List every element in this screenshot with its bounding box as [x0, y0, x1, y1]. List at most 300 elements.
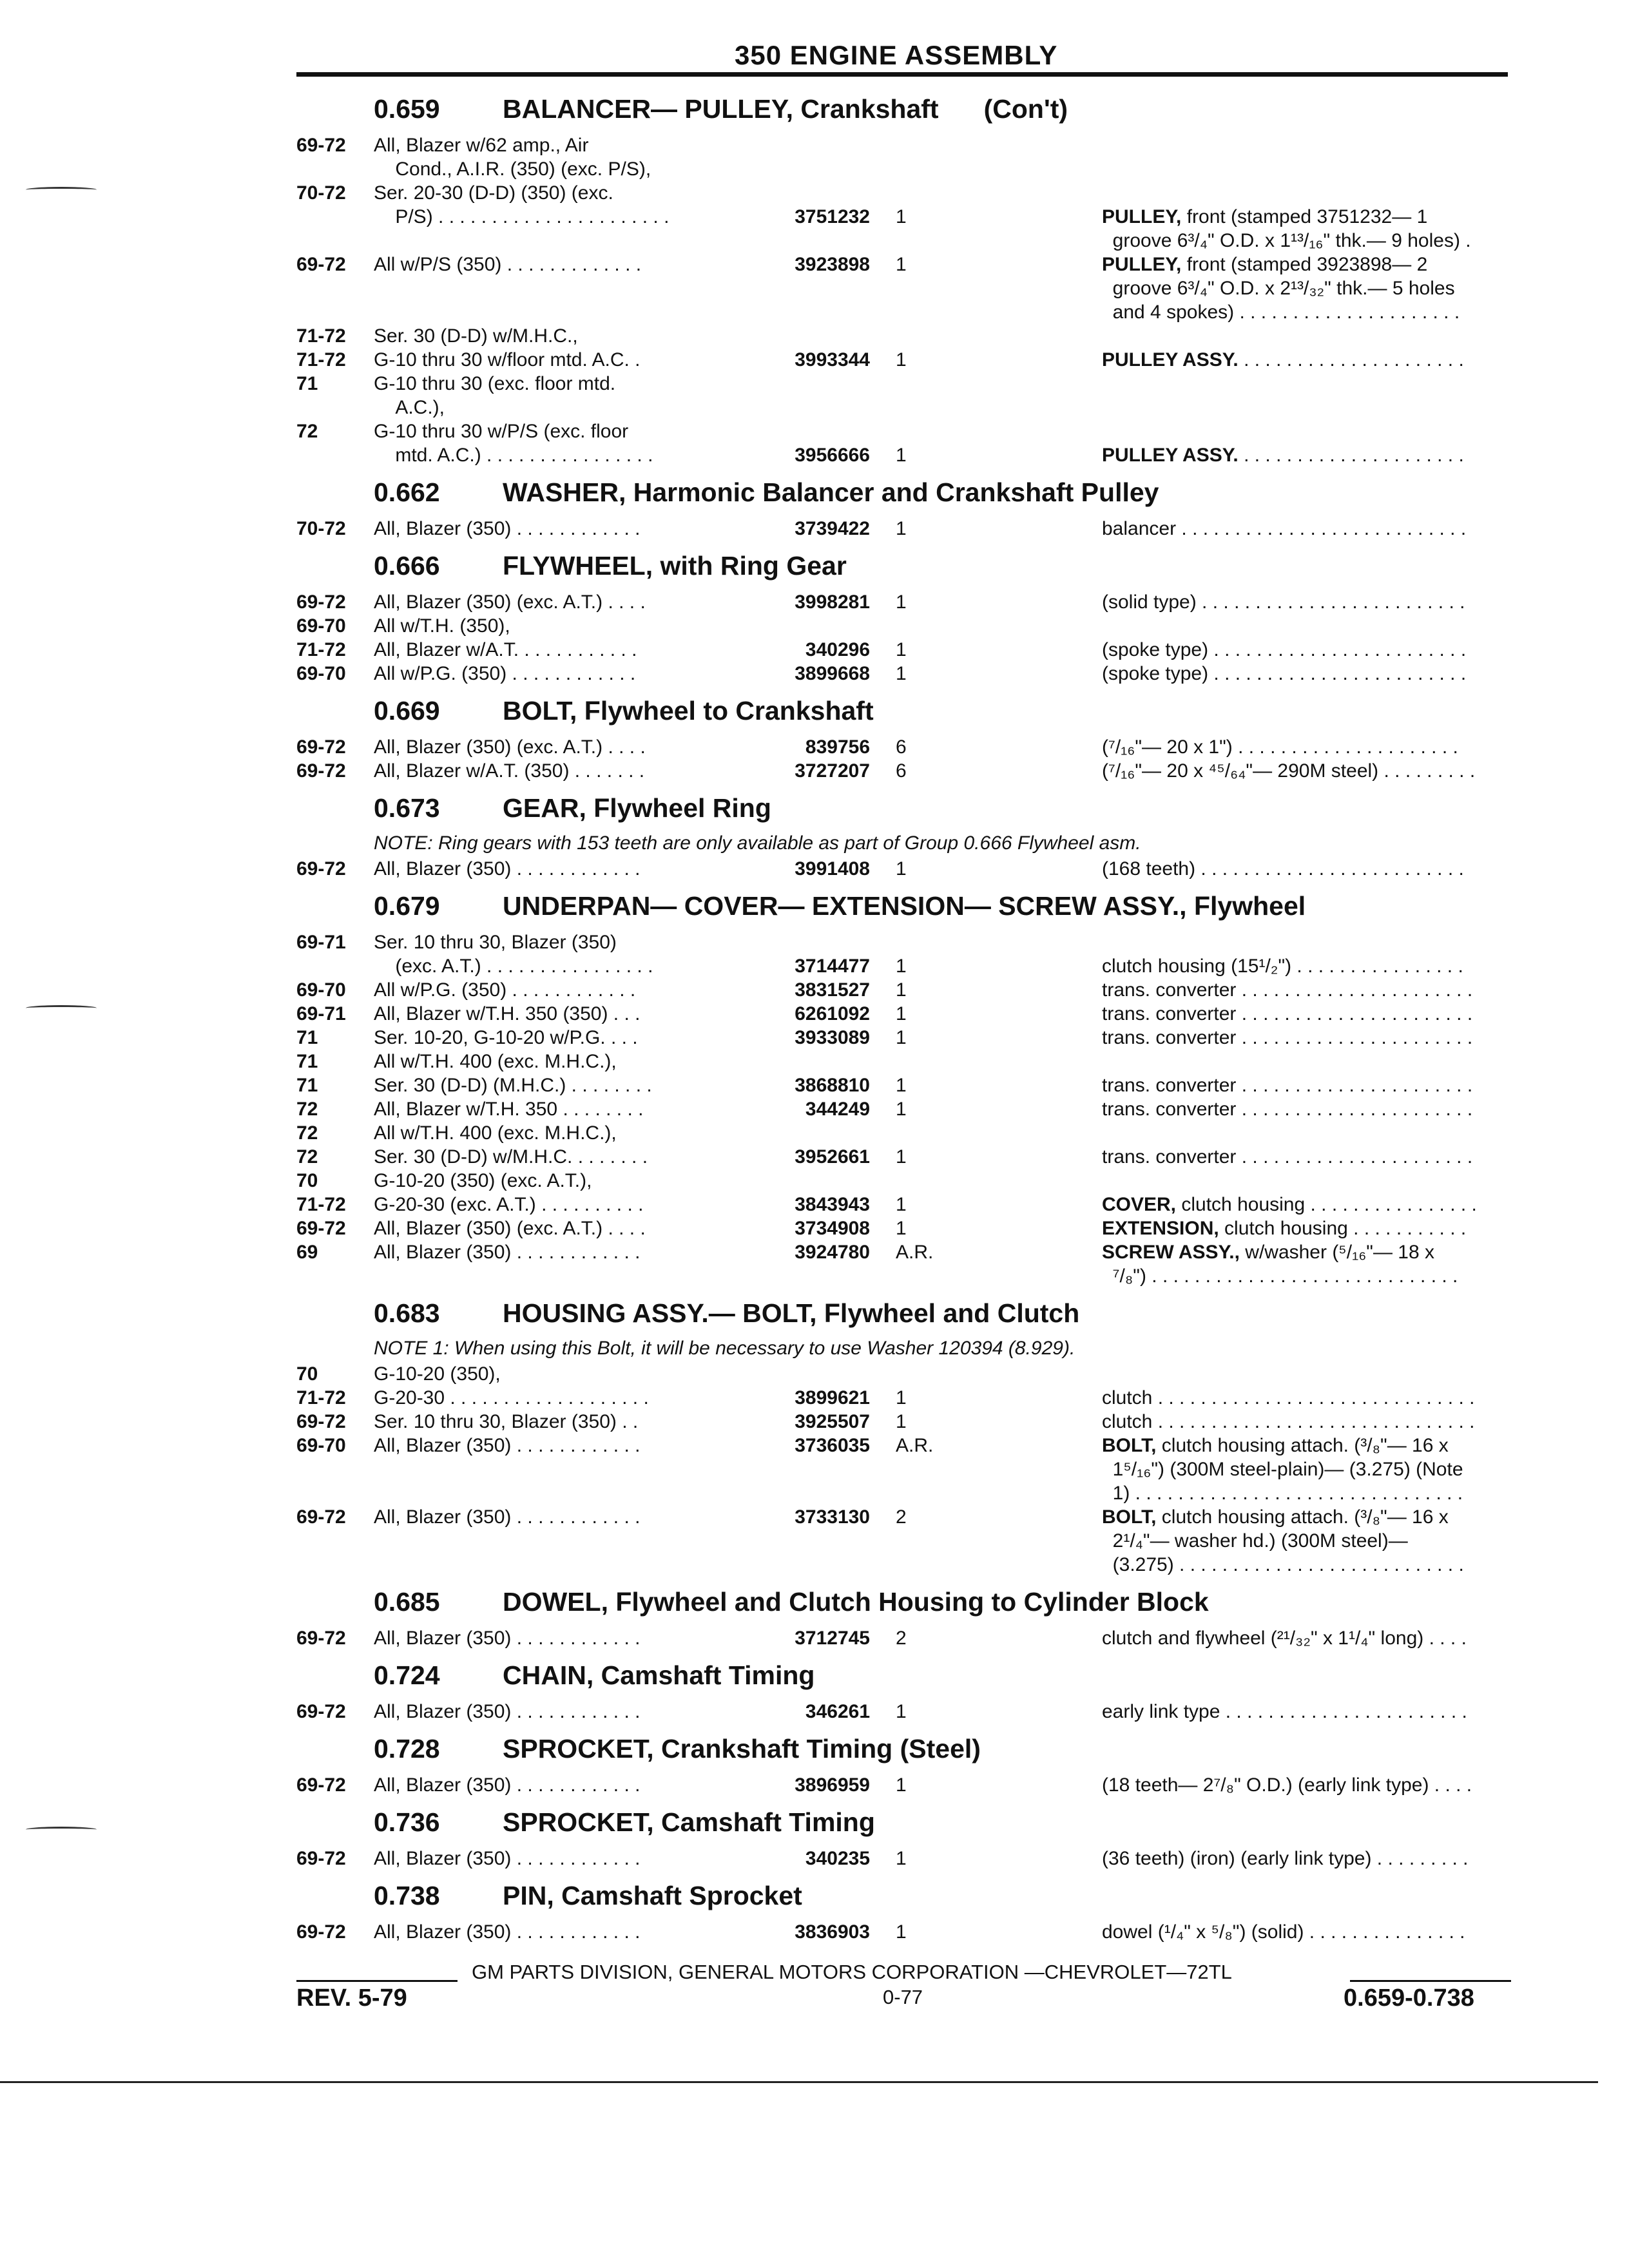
group-title: BOLT, Flywheel to Crankshaft [503, 696, 874, 726]
application: Ser. 20-30 (D-D) (350) (exc. [374, 182, 613, 204]
application: G-20-30 (exc. A.T.) . . . . . . . . . . [374, 1194, 644, 1215]
quantity: 1 [896, 1701, 907, 1722]
model-years: 70-72 [296, 182, 346, 204]
part-row [296, 1920, 1521, 1944]
application: All, Blazer (350) . . . . . . . . . . . . [374, 1848, 641, 1869]
quantity: 2 [896, 1628, 907, 1649]
model-years: 69-72 [296, 1701, 346, 1722]
application [374, 229, 735, 253]
description-text: clutch housing . . . . . . . . . . . [1219, 1218, 1467, 1239]
group-number: 0.728 [374, 1734, 440, 1763]
model-years: 69-72 [296, 858, 346, 879]
description-text: trans. converter . . . . . . . . . . . . . . . . . . . . . . [1102, 1146, 1473, 1168]
part-row [296, 181, 1521, 205]
section-heading [296, 1660, 1521, 1691]
part-row [296, 614, 1521, 638]
description-part-name: COVER, [1102, 1194, 1177, 1215]
part-row [296, 253, 1521, 276]
part-number [735, 419, 870, 443]
description-part-name: BOLT, [1102, 1506, 1157, 1528]
catalog-section [296, 1660, 1521, 1724]
part-number: 839756 [805, 736, 870, 758]
part-row [296, 372, 1521, 396]
description [1102, 662, 1566, 686]
description [1102, 1026, 1566, 1050]
application [374, 1529, 735, 1553]
model-years: 69-72 [296, 254, 346, 275]
model-years [296, 276, 374, 300]
description-text: (solid type) . . . . . . . . . . . . . . . . . . . . . . . . . [1102, 591, 1465, 613]
application: Ser. 10 thru 30, Blazer (350) [374, 932, 617, 953]
quantity: 1 [896, 956, 907, 977]
description [1102, 1002, 1566, 1026]
part-row [296, 1847, 1521, 1870]
group-number: 0.662 [374, 477, 440, 507]
description-part-name: BOLT, [1102, 1435, 1157, 1456]
model-years [296, 157, 374, 181]
part-number: 3739422 [795, 518, 870, 539]
part-row [296, 1386, 1521, 1410]
model-years [296, 396, 374, 419]
group-title: SPROCKET, Crankshaft Timing (Steel) [503, 1734, 981, 1763]
part-row [296, 638, 1521, 662]
description [1102, 253, 1566, 276]
part-row [296, 517, 1521, 541]
part-number [735, 300, 870, 324]
quantity: 1 [896, 1146, 907, 1168]
quantity [870, 1050, 973, 1073]
part-number: 3923898 [795, 254, 870, 275]
part-number [735, 614, 870, 638]
part-number: 3736035 [795, 1435, 870, 1456]
model-years: 69-72 [296, 736, 346, 758]
part-number: 3956666 [795, 445, 870, 466]
application: All, Blazer (350) (exc. A.T.) . . . . [374, 591, 646, 613]
description-text: (18 teeth— 2⁷/₈" O.D.) (early link type) . . . . [1102, 1774, 1472, 1796]
description [1102, 443, 1566, 467]
description-text: clutch . . . . . . . . . . . . . . . . . . . . . . . . . . . . . . [1102, 1411, 1475, 1432]
part-number [735, 276, 870, 300]
quantity [870, 181, 973, 205]
group-number: 0.659 [374, 94, 440, 124]
description [1102, 590, 1566, 614]
part-row [296, 1002, 1521, 1026]
group-title: WASHER, Harmonic Balancer and Crankshaft Pulley [503, 477, 1159, 507]
part-row [296, 1121, 1521, 1145]
description [1102, 1553, 1566, 1577]
footer-rule-left [296, 1980, 458, 1982]
description [1102, 638, 1566, 662]
application: G-20-30 . . . . . . . . . . . . . . . . . . . [374, 1387, 649, 1408]
part-number: 3714477 [795, 956, 870, 977]
application [374, 1457, 735, 1481]
quantity [870, 1457, 973, 1481]
description-part-name: PULLEY ASSY. [1102, 349, 1239, 370]
description [1102, 1626, 1566, 1650]
section-heading [296, 1298, 1521, 1329]
model-years: 72 [296, 1146, 318, 1168]
description-text: clutch and flywheel (²¹/₃₂" x 1¹/₄" long) . . . . [1102, 1628, 1467, 1649]
part-number: 3831527 [795, 979, 870, 1001]
part-number [735, 1362, 870, 1386]
application: Ser. 10 thru 30, Blazer (350) . . [374, 1411, 639, 1432]
quantity: 1 [896, 1848, 907, 1869]
part-row [296, 133, 1521, 157]
quantity [870, 229, 973, 253]
application: Ser. 10-20, G-10-20 w/P.G. . . . [374, 1027, 638, 1048]
description [1102, 181, 1566, 205]
part-number: 3727207 [795, 760, 870, 782]
section-heading [296, 793, 1521, 823]
description [1102, 1240, 1566, 1264]
group-title: BALANCER— PULLEY, Crankshaft [503, 94, 939, 124]
continued-label: (Con't) [983, 94, 1068, 124]
catalog-section [296, 891, 1521, 1288]
model-years: 69-70 [296, 663, 346, 684]
model-years: 69-72 [296, 1848, 346, 1869]
description-text: 1) . . . . . . . . . . . . . . . . . . . . . . . . . . . . . . . [1102, 1483, 1463, 1504]
part-number: 3868810 [795, 1075, 870, 1096]
application: G-10 thru 30 w/floor mtd. A.C. . [374, 349, 641, 370]
application: All, Blazer w/T.H. 350 . . . . . . . . [374, 1099, 644, 1120]
quantity: 1 [896, 1218, 907, 1239]
description-part-name: PULLEY, [1102, 254, 1182, 275]
quantity [870, 1264, 973, 1288]
part-number [735, 1553, 870, 1577]
quantity: 1 [896, 1921, 907, 1943]
description-text: 1⁵/₁₆") (300M steel-plain)— (3.275) (Note [1102, 1459, 1463, 1480]
catalog-section [296, 793, 1521, 881]
description [1102, 1073, 1566, 1097]
quantity [870, 300, 973, 324]
description-text: clutch housing . . . . . . . . . . . . . . . . [1176, 1194, 1477, 1215]
model-years: 70-72 [296, 518, 346, 539]
part-row [296, 1481, 1521, 1505]
quantity: 6 [896, 736, 907, 758]
part-number [735, 324, 870, 348]
model-years [296, 1553, 374, 1577]
description [1102, 735, 1566, 759]
application: All, Blazer w/62 amp., Air [374, 135, 589, 156]
part-number [735, 1169, 870, 1193]
application: All, Blazer w/A.T. . . . . . . . . . . . [374, 639, 637, 660]
part-number: 3998281 [795, 591, 870, 613]
part-number: 3991408 [795, 858, 870, 879]
part-row [296, 205, 1521, 229]
description-text: trans. converter . . . . . . . . . . . . . . . . . . . . . . [1102, 1075, 1473, 1096]
description-part-name: SCREW ASSY., [1102, 1242, 1240, 1263]
section-heading [296, 1587, 1521, 1617]
part-row [296, 300, 1521, 324]
part-number [735, 930, 870, 954]
model-years [296, 954, 374, 978]
part-number: 344249 [805, 1099, 870, 1120]
quantity [870, 614, 973, 638]
model-years: 69-72 [296, 1921, 346, 1943]
quantity: 1 [896, 858, 907, 879]
quantity: 1 [896, 639, 907, 660]
model-years: 71 [296, 373, 318, 394]
quantity [870, 1481, 973, 1505]
description [1102, 517, 1566, 541]
quantity [870, 372, 973, 396]
part-row [296, 157, 1521, 181]
group-number: 0.679 [374, 891, 440, 921]
footer-rule-right [1350, 1980, 1511, 1982]
section-heading [296, 94, 1521, 124]
part-number: 3712745 [795, 1628, 870, 1649]
description [1102, 276, 1566, 300]
model-years: 69-72 [296, 760, 346, 782]
quantity: 1 [896, 518, 907, 539]
application: G-10 thru 30 w/P/S (exc. floor [374, 421, 629, 442]
section-heading [296, 891, 1521, 921]
description [1102, 1050, 1566, 1073]
description-text: (168 teeth) . . . . . . . . . . . . . . . . . . . . . . . . . [1102, 858, 1464, 879]
description [1102, 396, 1566, 419]
quantity: 1 [896, 254, 907, 275]
section-note: NOTE 1: When using this Bolt, it will be necessary to use Washer 120394 (8.929). [374, 1338, 1075, 1359]
quantity [870, 157, 973, 181]
model-years [296, 1529, 374, 1553]
group-title: PIN, Camshaft Sprocket [503, 1881, 802, 1910]
quantity: 1 [896, 1411, 907, 1432]
application: All, Blazer (350) . . . . . . . . . . . . [374, 1774, 641, 1796]
description-text: and 4 spokes) . . . . . . . . . . . . . . . . . . . . . [1102, 302, 1460, 323]
part-row [296, 1193, 1521, 1216]
group-number: 0.685 [374, 1587, 440, 1617]
application: All, Blazer (350) . . . . . . . . . . . . [374, 1628, 641, 1649]
description-text: (spoke type) . . . . . . . . . . . . . . . . . . . . . . . . [1102, 663, 1467, 684]
quantity [870, 419, 973, 443]
part-number: 3734908 [795, 1218, 870, 1239]
part-row [296, 1026, 1521, 1050]
application: All, Blazer (350) (exc. A.T.) . . . . [374, 736, 646, 758]
model-years: 69-72 [296, 1506, 346, 1528]
quantity [870, 1529, 973, 1553]
catalog-section [296, 1587, 1521, 1650]
page-number: 0-77 [883, 1986, 923, 2008]
application: P/S) . . . . . . . . . . . . . . . . . . . . . . [374, 206, 670, 227]
application [374, 300, 735, 324]
part-row [296, 1700, 1521, 1724]
description-part-name: EXTENSION, [1102, 1218, 1219, 1239]
application: G-10 thru 30 (exc. floor mtd. [374, 373, 616, 394]
description-text: clutch . . . . . . . . . . . . . . . . . . . . . . . . . . . . . . [1102, 1387, 1475, 1408]
group-title: HOUSING ASSY.— BOLT, Flywheel and Clutch [503, 1298, 1080, 1328]
application: All, Blazer (350) . . . . . . . . . . . . [374, 1921, 641, 1943]
application: Ser. 30 (D-D) (M.H.C.) . . . . . . . . [374, 1075, 652, 1096]
punch-hole-mark [26, 187, 97, 193]
quantity: 1 [896, 445, 907, 466]
part-row [296, 276, 1521, 300]
header-rule [296, 72, 1508, 77]
model-years [296, 1457, 374, 1481]
model-years: 69-72 [296, 1218, 346, 1239]
group-number: 0.738 [374, 1881, 440, 1910]
part-row [296, 348, 1521, 372]
catalog-section [296, 1807, 1521, 1870]
model-years: 71-72 [296, 325, 346, 347]
application: All, Blazer (350) . . . . . . . . . . . . [374, 1701, 641, 1722]
model-years: 69-72 [296, 135, 346, 156]
description-text: ⁷/₈") . . . . . . . . . . . . . . . . . . . . . . . . . . . . . [1102, 1265, 1458, 1287]
application: All, Blazer (350) . . . . . . . . . . . . [374, 1242, 641, 1263]
part-number [735, 229, 870, 253]
part-number [735, 133, 870, 157]
part-number: 3925507 [795, 1411, 870, 1432]
model-years [296, 229, 374, 253]
model-years: 71-72 [296, 639, 346, 660]
group-title: DOWEL, Flywheel and Clutch Housing to Cylinder Block [503, 1587, 1209, 1617]
description [1102, 372, 1566, 396]
description-text: (spoke type) . . . . . . . . . . . . . . . . . . . . . . . . [1102, 639, 1467, 660]
description [1102, 614, 1566, 638]
group-number: 0.724 [374, 1660, 440, 1690]
description [1102, 1457, 1566, 1481]
description-text: trans. converter . . . . . . . . . . . . . . . . . . . . . . [1102, 1099, 1473, 1120]
application: All, Blazer (350) . . . . . . . . . . . . [374, 1435, 641, 1456]
application: All, Blazer w/T.H. 350 (350) . . . [374, 1003, 641, 1024]
quantity [870, 396, 973, 419]
section-heading [296, 551, 1521, 581]
part-row [296, 1505, 1521, 1529]
description [1102, 1097, 1566, 1121]
part-row [296, 396, 1521, 419]
part-number: 3933089 [795, 1027, 870, 1048]
punch-hole-mark [26, 1005, 97, 1011]
quantity: 1 [896, 1774, 907, 1796]
description-text: (3.275) . . . . . . . . . . . . . . . . . . . . . . . . . . . [1102, 1554, 1464, 1575]
part-number: 3993344 [795, 349, 870, 370]
description [1102, 1216, 1566, 1240]
part-row [296, 229, 1521, 253]
model-years: 69-70 [296, 1435, 346, 1456]
description [1102, 1362, 1566, 1386]
parts-listing [296, 90, 1521, 1954]
catalog-section [296, 94, 1521, 467]
description-part-name: PULLEY ASSY. [1102, 445, 1239, 466]
application: All w/T.H. 400 (exc. M.H.C.), [374, 1051, 617, 1072]
quantity: 1 [896, 591, 907, 613]
application: Cond., A.I.R. (350) (exc. P/S), [374, 159, 651, 180]
catalog-section [296, 696, 1521, 783]
catalog-section [296, 551, 1521, 686]
description [1102, 1434, 1566, 1457]
description [1102, 1773, 1566, 1797]
application [374, 1481, 735, 1505]
quantity: 6 [896, 760, 907, 782]
model-years: 71 [296, 1051, 318, 1072]
description-text: clutch housing attach. (³/₈"— 16 x [1156, 1506, 1449, 1528]
description [1102, 1505, 1566, 1529]
part-number [735, 1529, 870, 1553]
model-years [296, 443, 374, 467]
description [1102, 1386, 1566, 1410]
quantity: A.R. [896, 1242, 934, 1263]
model-years: 71-72 [296, 349, 346, 370]
application: G-10-20 (350) (exc. A.T.), [374, 1170, 592, 1191]
quantity [870, 133, 973, 157]
description [1102, 1410, 1566, 1434]
application: All w/P.G. (350) . . . . . . . . . . . . [374, 979, 636, 1001]
application: mtd. A.C.) . . . . . . . . . . . . . . . . [374, 445, 653, 466]
part-number [735, 396, 870, 419]
part-number: 340296 [805, 639, 870, 660]
description [1102, 1264, 1566, 1288]
part-number [735, 181, 870, 205]
part-number: 3836903 [795, 1921, 870, 1943]
part-row [296, 930, 1521, 954]
quantity [870, 324, 973, 348]
model-years: 70 [296, 1170, 318, 1191]
model-years: 69-72 [296, 1774, 346, 1796]
part-row [296, 954, 1521, 978]
page-title: 350 ENGINE ASSEMBLY [735, 40, 1058, 70]
part-number [735, 1481, 870, 1505]
description-text: clutch housing (15¹/₂") . . . . . . . . . . . . . . . . [1102, 956, 1463, 977]
quantity: 1 [896, 1387, 907, 1408]
description [1102, 300, 1566, 324]
model-years [296, 1264, 374, 1288]
description [1102, 978, 1566, 1002]
application: (exc. A.T.) . . . . . . . . . . . . . . . . [374, 956, 653, 977]
model-years: 69-71 [296, 1003, 346, 1024]
part-row [296, 1457, 1521, 1481]
description-text: dowel (¹/₄" x ⁵/₈") (solid) . . . . . . . . . . . . . . . [1102, 1921, 1465, 1943]
application: All w/P/S (350) . . . . . . . . . . . . . [374, 254, 642, 275]
part-row [296, 590, 1521, 614]
part-row [296, 1169, 1521, 1193]
part-row [296, 1264, 1521, 1288]
quantity: 1 [896, 1003, 907, 1024]
model-years: 69-71 [296, 932, 346, 953]
part-number: 3843943 [795, 1194, 870, 1215]
application: A.C.), [374, 397, 445, 418]
description [1102, 1700, 1566, 1724]
model-years: 69-72 [296, 1411, 346, 1432]
catalog-section [296, 477, 1521, 541]
catalog-section [296, 1881, 1521, 1944]
group-title: UNDERPAN— COVER— EXTENSION— SCREW ASSY., Flywheel [503, 891, 1306, 921]
group-range: 0.659-0.738 [1344, 1984, 1474, 2012]
quantity: 1 [896, 1075, 907, 1096]
description-text: trans. converter . . . . . . . . . . . . . . . . . . . . . . [1102, 1027, 1473, 1048]
application [374, 1264, 735, 1288]
description [1102, 1920, 1566, 1944]
model-years [296, 300, 374, 324]
part-row [296, 324, 1521, 348]
part-row [296, 1626, 1521, 1650]
revision-label: REV. 5-79 [296, 1984, 407, 2012]
part-row [296, 1553, 1521, 1577]
description-text: (⁷/₁₆"— 20 x 1") . . . . . . . . . . . . . . . . . . . . . [1102, 736, 1458, 758]
part-number: 3899621 [795, 1387, 870, 1408]
description [1102, 205, 1566, 229]
description [1102, 1169, 1566, 1193]
application [374, 1553, 735, 1577]
description-text: . . . . . . . . . . . . . . . . . . . . . [1238, 445, 1464, 466]
part-row [296, 1529, 1521, 1553]
description-text: 2¹/₄"— washer hd.) (300M steel)— [1102, 1530, 1408, 1552]
description [1102, 419, 1566, 443]
description [1102, 1121, 1566, 1145]
model-years: 69-72 [296, 1628, 346, 1649]
part-row [296, 1362, 1521, 1386]
model-years: 70 [296, 1363, 318, 1385]
description-text: clutch housing attach. (³/₈"— 16 x [1156, 1435, 1449, 1456]
part-row [296, 1145, 1521, 1169]
